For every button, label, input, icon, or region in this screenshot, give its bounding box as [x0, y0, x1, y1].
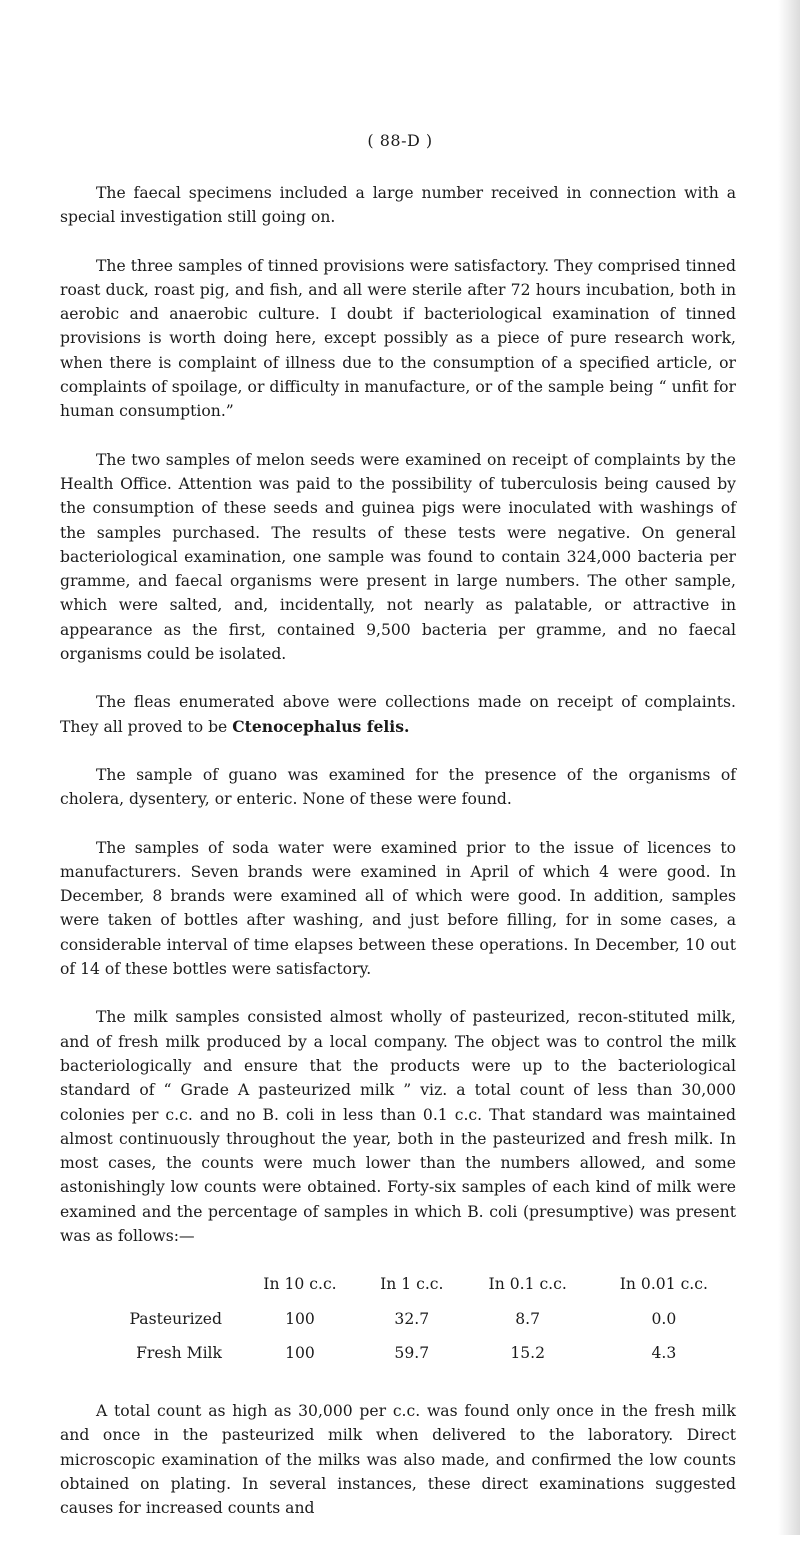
- paragraph-melon-seeds: The two samples of melon seeds were examined on receipt of complaints by the Health Office. Attention was paid to the possibility of tuberculosis being caused by the consumption of these seeds and guinea pigs were inoculated with washings of the samples purchased. The results of these tests were negative. On general bacteriological examination, one sample was found to contain 324,000 bacteria per gramme, and faecal organisms were present in large numbers. The other sample, which were salted, and, incidentally, not nearly as palatable, or attractive in appearance as the first, contained 9,500 bacteria per gramme, and no faecal organisms could be isolated.: [60, 450, 736, 664]
- paragraph-tinned-provisions: The three samples of tinned provisions were satisfactory. They comprised tinned roast duck, roast pig, and fish, and all were sterile after 72 hours incubation, both in aerobic and anaerobic culture. I doubt if bacteriological examination of tinned provisions is worth doing here, except possibly as a piece of pure research work, when there is complaint of illness due to the consumption of a specified article, or complaints of spoilage, or difficulty in manufacture, or of the sample being “ unfit for human consumption.”: [60, 256, 736, 421]
- column-header: In 0.01 c.c.: [619, 1275, 708, 1294]
- table-cell: 0.0: [651, 1309, 677, 1328]
- table-header-row: [60, 1272, 736, 1306]
- paragraph-milk-samples: The milk samples consisted almost wholly of pasteurized, recon-stituted milk, and of fresh milk produced by a local company. The object was to control the milk bacteriologically and ensure that the products were up to the bacteriological standard of “ Grade A pasteurized milk ” viz. a total count of less than 30,000 colonies per c.c. and no B. coli in less than 0.1 c.c. That standard was maintained almost continuously throughout the year, both in the pasteurized and fresh milk. In most cases, the counts were much lower than the numbers allowed, and some astonishingly low counts were obtained. Forty-six samples of each kind of milk were examined and the percentage of samples in which B. coli (presumptive) was present was as follows:—: [60, 1008, 736, 1245]
- column-header: In 0.1 c.c.: [488, 1275, 567, 1294]
- column-header: In 10 c.c.: [263, 1275, 337, 1294]
- row-label: Fresh Milk: [136, 1343, 222, 1362]
- row-label: Pasteurized: [129, 1309, 222, 1328]
- table-cell: 15.2: [510, 1343, 546, 1362]
- paragraph-soda-water: The samples of soda water were examined prior to the issue of licences to manufacturers. Seven brands were examined in April of which 4 were good. In December, 8 brands were examined all of which were good. In addition, samples were taken of bottles after washing, and just before filling, for in some cases, a considerable interval of time elapses between these operations. In December, 10 out of 14 of these bottles were satisfactory.: [60, 838, 736, 979]
- page-edge-shadow: [778, 0, 800, 1535]
- table-cell: 8.7: [515, 1309, 541, 1328]
- table-cell: 32.7: [394, 1309, 430, 1328]
- column-header: In 1 c.c.: [380, 1275, 444, 1294]
- table-row: [60, 1307, 736, 1341]
- body-text: [60, 181, 736, 1545]
- paragraph-guano: The sample of guano was examined for the presence of the organisms of cholera, dysentery, or enteric. None of these were found.: [60, 765, 736, 809]
- table-row: [60, 1341, 736, 1375]
- paragraph-faecal-specimens: The faecal specimens included a large number received in connection with a special investigation still going on.: [60, 184, 736, 227]
- b-coli-table: [60, 1272, 736, 1375]
- table-cell: 100: [285, 1343, 315, 1362]
- flea-species: Ctenocephalus felis.: [232, 716, 410, 736]
- table-corner: [60, 1272, 240, 1306]
- table-cell: 4.3: [651, 1343, 677, 1362]
- table-cell: 100: [285, 1309, 315, 1328]
- table-cell: 59.7: [394, 1343, 430, 1362]
- page-number: ( 88-D ): [367, 131, 433, 150]
- paragraph-total-count: A total count as high as 30,000 per c.c. was found only once in the fresh milk and once in the pasteurized milk when delivered to the laboratory. Direct microscopic examination of the milks was also made, and confirmed the low counts obtained on plating. In several instances, these direct examinations suggested causes for increased counts and: [60, 1402, 736, 1518]
- fleas-text: The fleas enumerated above were collections made on receipt of complaints. They all proved to be: [60, 693, 736, 736]
- paragraph-fleas: [60, 690, 736, 739]
